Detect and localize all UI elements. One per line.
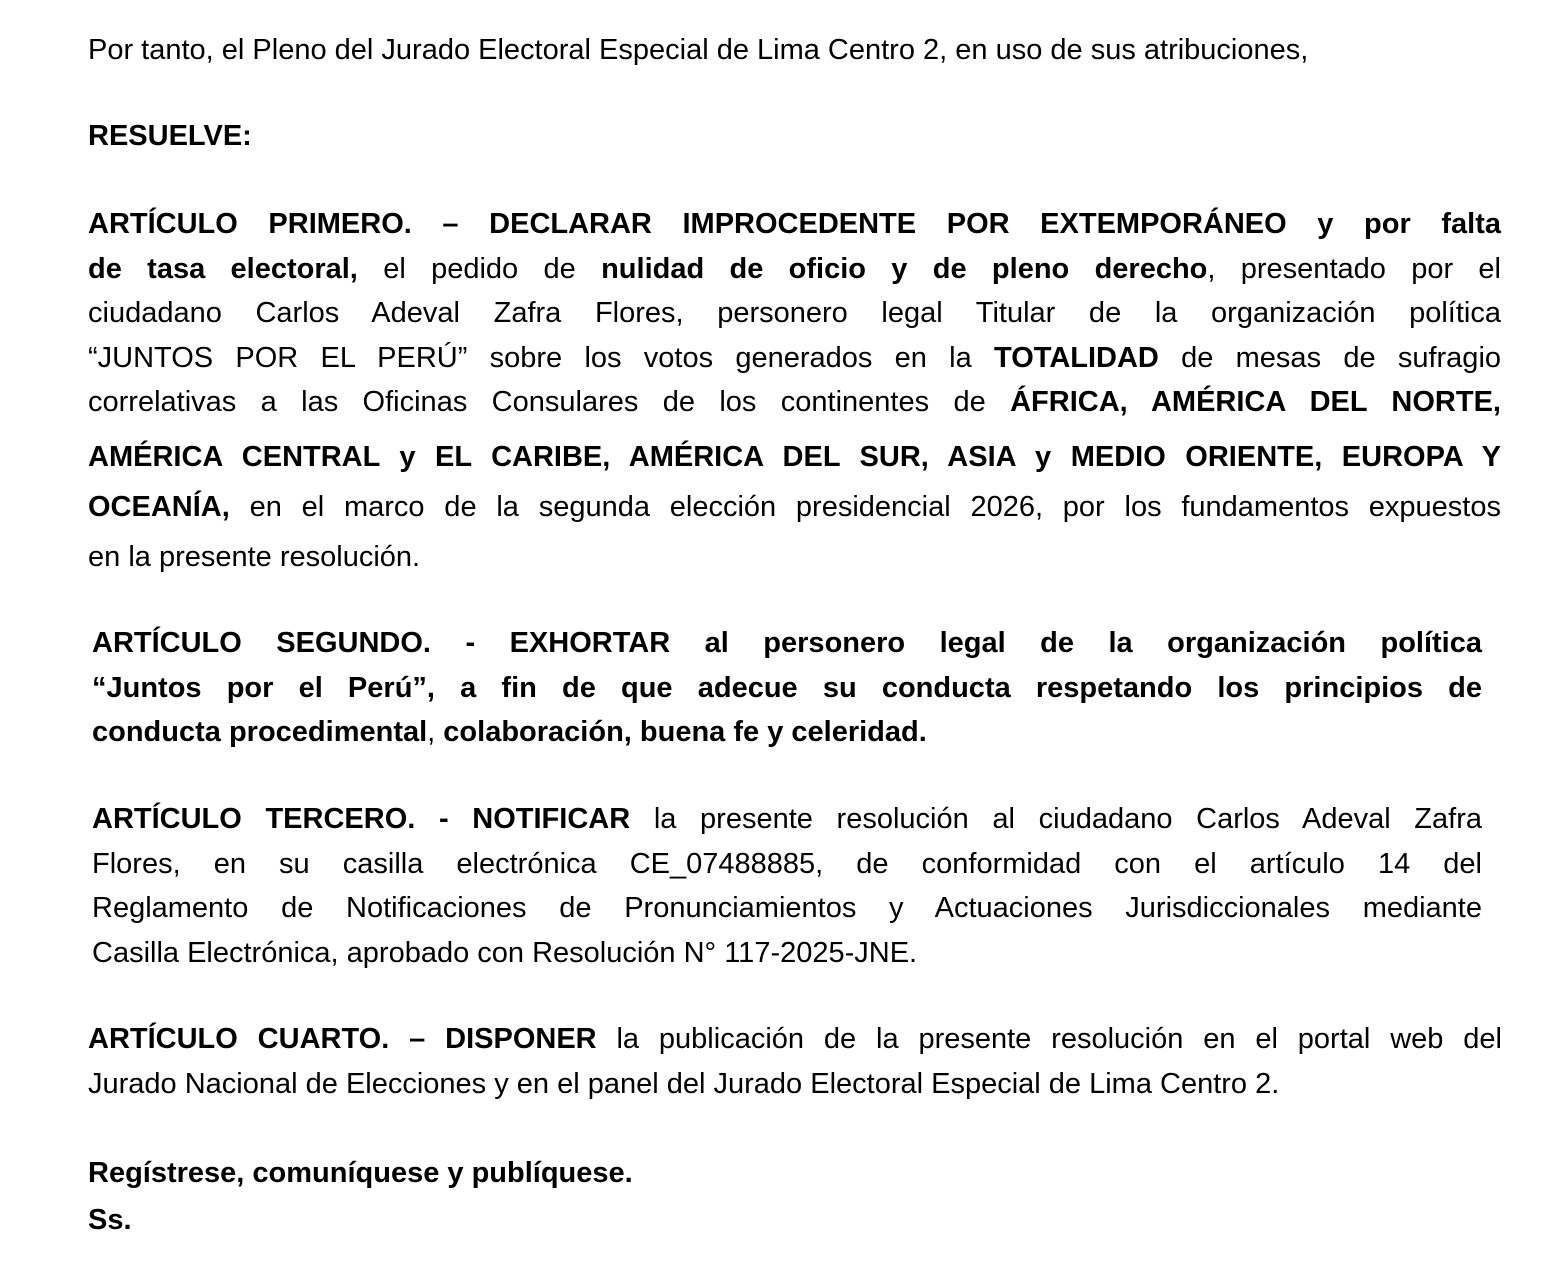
article-cuarto-line-1 — [88, 1017, 1502, 1062]
plain-text: Flores, en su casilla electrónica CE_07488885, de conformidad con el artículo 14 del — [92, 847, 1482, 880]
bold-text: conducta procedimental — [92, 716, 428, 748]
oceania-text: OCEANÍA, — [88, 491, 230, 523]
plain-text: en el marco de la segunda elección presidencial 2026, por los fundamentos expuestos — [229, 491, 1501, 523]
closing-line-2: Ss. — [88, 1204, 132, 1236]
resuelve-text: RESUELVE: — [88, 120, 252, 152]
plain-text: , — [427, 716, 444, 748]
plain-text: el pedido de — [357, 252, 602, 285]
article-primero-line-2 — [88, 247, 1501, 292]
article-tercero-line-1 — [92, 797, 1482, 842]
tasa-electoral-text: de tasa electoral, — [88, 252, 358, 285]
bold-text: “Juntos por el Perú”, a fin de que adecue su conducta respetando los principios de — [92, 671, 1482, 704]
article-segundo-line-3 — [92, 710, 1482, 755]
plain-text: en la presente resolución. — [88, 541, 421, 573]
intro-text: Por tanto, el Pleno del Jurado Electoral Especial de Lima Centro 2, en uso de sus atribuciones, — [88, 34, 1309, 66]
plain-text: Casilla Electrónica, aprobado con Resolución N° 117-2025-JNE. — [92, 936, 918, 969]
totalidad-text: TOTALIDAD — [994, 341, 1159, 374]
closing-line-1: Regístrese, comuníquese y publíquese. — [88, 1157, 633, 1189]
article-tercero-heading: ARTÍCULO TERCERO. - NOTIFICAR — [92, 803, 631, 835]
plain-text: “JUNTOS POR EL PERÚ” sobre los votos generados en la — [88, 341, 995, 374]
continents-text: AMÉRICA CENTRAL y EL CARIBE, AMÉRICA DEL SUR, ASIA y MEDIO ORIENTE, EUROPA Y — [88, 441, 1501, 473]
closing-block — [88, 1150, 1508, 1244]
nulidad-text: nulidad de oficio y de pleno derecho — [601, 252, 1208, 285]
plain-text: ciudadano Carlos Adeval Zafra Flores, personero legal Titular de la organización política — [88, 297, 1501, 329]
article-tercero — [92, 797, 1482, 975]
article-primero-line-4 — [88, 336, 1501, 381]
article-primero-line-7 — [88, 482, 1501, 532]
article-primero-line-5 — [88, 380, 1501, 425]
article-segundo-heading: ARTÍCULO SEGUNDO. - EXHORTAR al personero legal de la organización política — [92, 627, 1482, 659]
intro-paragraph — [88, 28, 1508, 72]
resuelve-heading — [88, 114, 1508, 159]
article-primero-heading: ARTÍCULO PRIMERO. – DECLARAR IMPROCEDENTE POR EXTEMPORÁNEO y por falta — [88, 208, 1501, 240]
article-cuarto-line-2 — [88, 1062, 1502, 1107]
article-tercero-line-3 — [92, 886, 1482, 931]
article-segundo-line-2 — [92, 666, 1482, 711]
plain-text: de mesas de sufragio — [1158, 341, 1502, 374]
plain-text: Reglamento de Notificaciones de Pronunciamientos y Actuaciones Jurisdiccionales mediante — [92, 892, 1482, 924]
plain-text: la presente resolución al ciudadano Carlos Adeval Zafra — [630, 803, 1482, 835]
article-primero — [88, 202, 1501, 425]
article-cuarto-heading: ARTÍCULO CUARTO. – DISPONER — [88, 1023, 597, 1055]
plain-text: correlativas a las Oficinas Consulares de los continentes de — [88, 386, 1011, 418]
article-primero-line-6 — [88, 432, 1501, 482]
article-primero-line-1 — [88, 202, 1501, 247]
article-primero-continued — [88, 432, 1501, 582]
plain-text: Jurado Nacional de Elecciones y en el panel del Jurado Electoral Especial de Lima Centro 2. — [88, 1067, 1280, 1100]
bold-text: colaboración, buena fe y celeridad. — [443, 716, 927, 748]
article-primero-line-8 — [88, 532, 1501, 582]
article-primero-line-3 — [88, 291, 1501, 336]
article-segundo-line-1 — [92, 621, 1482, 666]
plain-text: , presentado por el — [1207, 252, 1502, 285]
article-cuarto — [88, 1017, 1502, 1106]
plain-text: la publicación de la presente resolución en el portal web del — [596, 1023, 1502, 1055]
article-tercero-line-4 — [92, 931, 1482, 976]
continents-text: ÁFRICA, AMÉRICA DEL NORTE, — [1010, 386, 1501, 418]
article-segundo — [92, 621, 1482, 755]
article-tercero-line-2 — [92, 842, 1482, 887]
